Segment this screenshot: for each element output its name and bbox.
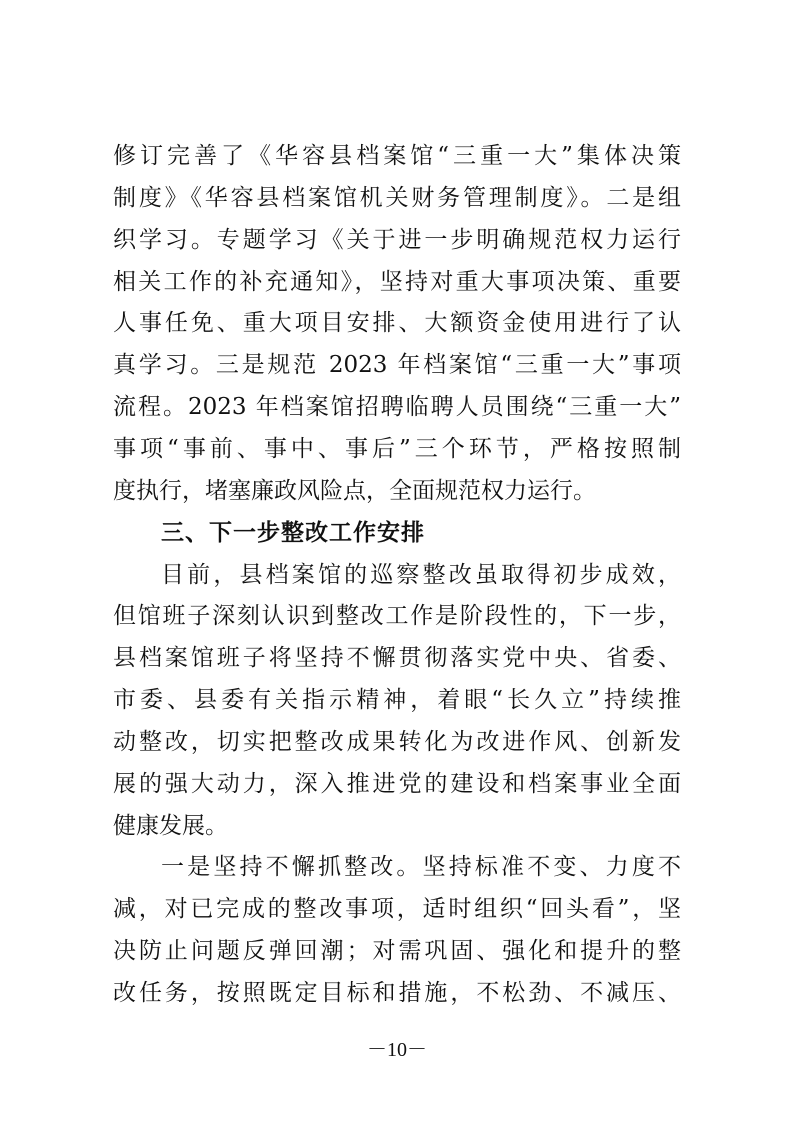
paragraph-1-line-8: 事项“事前、事中、事后”三个环节，严格按照制 [113, 436, 681, 462]
paragraph-2-line-1: 目前，县档案馆的巡察整改虽取得初步成效， [161, 562, 681, 588]
paragraph-1-line-7: 流程。2023 年档案馆招聘临聘人员围绕“三重一大” [113, 394, 681, 420]
section-heading: 三、下一步整改工作安排 [161, 520, 425, 546]
paragraph-1-line-3: 织学习。专题学习《关于进一步明确规范权力运行 [113, 227, 681, 253]
paragraph-3-line-3: 决防止问题反弹回潮；对需巩固、强化和提升的整 [113, 938, 681, 964]
paragraph-2-line-2: 但馆班子深刻认识到整改工作是阶段性的，下一步， [113, 603, 681, 629]
paragraph-1-line-6: 真学习。三是规范 2023 年档案馆“三重一大”事项 [113, 352, 681, 378]
paragraph-1-line-5: 人事任免、重大项目安排、大额资金使用进行了认 [113, 310, 681, 336]
paragraph-3-line-2: 减，对已完成的整改事项，适时组织“回头看”，坚 [113, 896, 681, 922]
paragraph-2-line-7: 健康发展。 [113, 813, 228, 839]
paragraph-1-line-1: 修订完善了《华容县档案馆“三重一大”集体决策 [113, 143, 681, 169]
paragraph-1-line-2: 制度》《华容县档案馆机关财务管理制度》。二是组 [113, 185, 681, 211]
page-number: －10－ [367, 1039, 427, 1061]
paragraph-3-line-1: 一是坚持不懈抓整改。坚持标准不变、力度不 [161, 854, 681, 880]
paragraph-1-line-4: 相关工作的补充通知》，坚持对重大事项决策、重要 [113, 269, 681, 295]
paragraph-1-line-9: 度执行，堵塞廉政风险点，全面规范权力运行。 [113, 478, 596, 504]
paragraph-2-line-4: 市委、县委有关指示精神，着眼“长久立”持续推 [113, 687, 681, 713]
paragraph-2-line-5: 动整改，切实把整改成果转化为改进作风、创新发 [113, 729, 681, 755]
paragraph-2-line-3: 县档案馆班子将坚持不懈贯彻落实党中央、省委、 [113, 645, 681, 671]
paragraph-3-line-4: 改任务，按照既定目标和措施，不松劲、不减压、 [113, 980, 681, 1006]
paragraph-2-line-6: 展的强大动力，深入推进党的建设和档案事业全面 [113, 771, 681, 797]
